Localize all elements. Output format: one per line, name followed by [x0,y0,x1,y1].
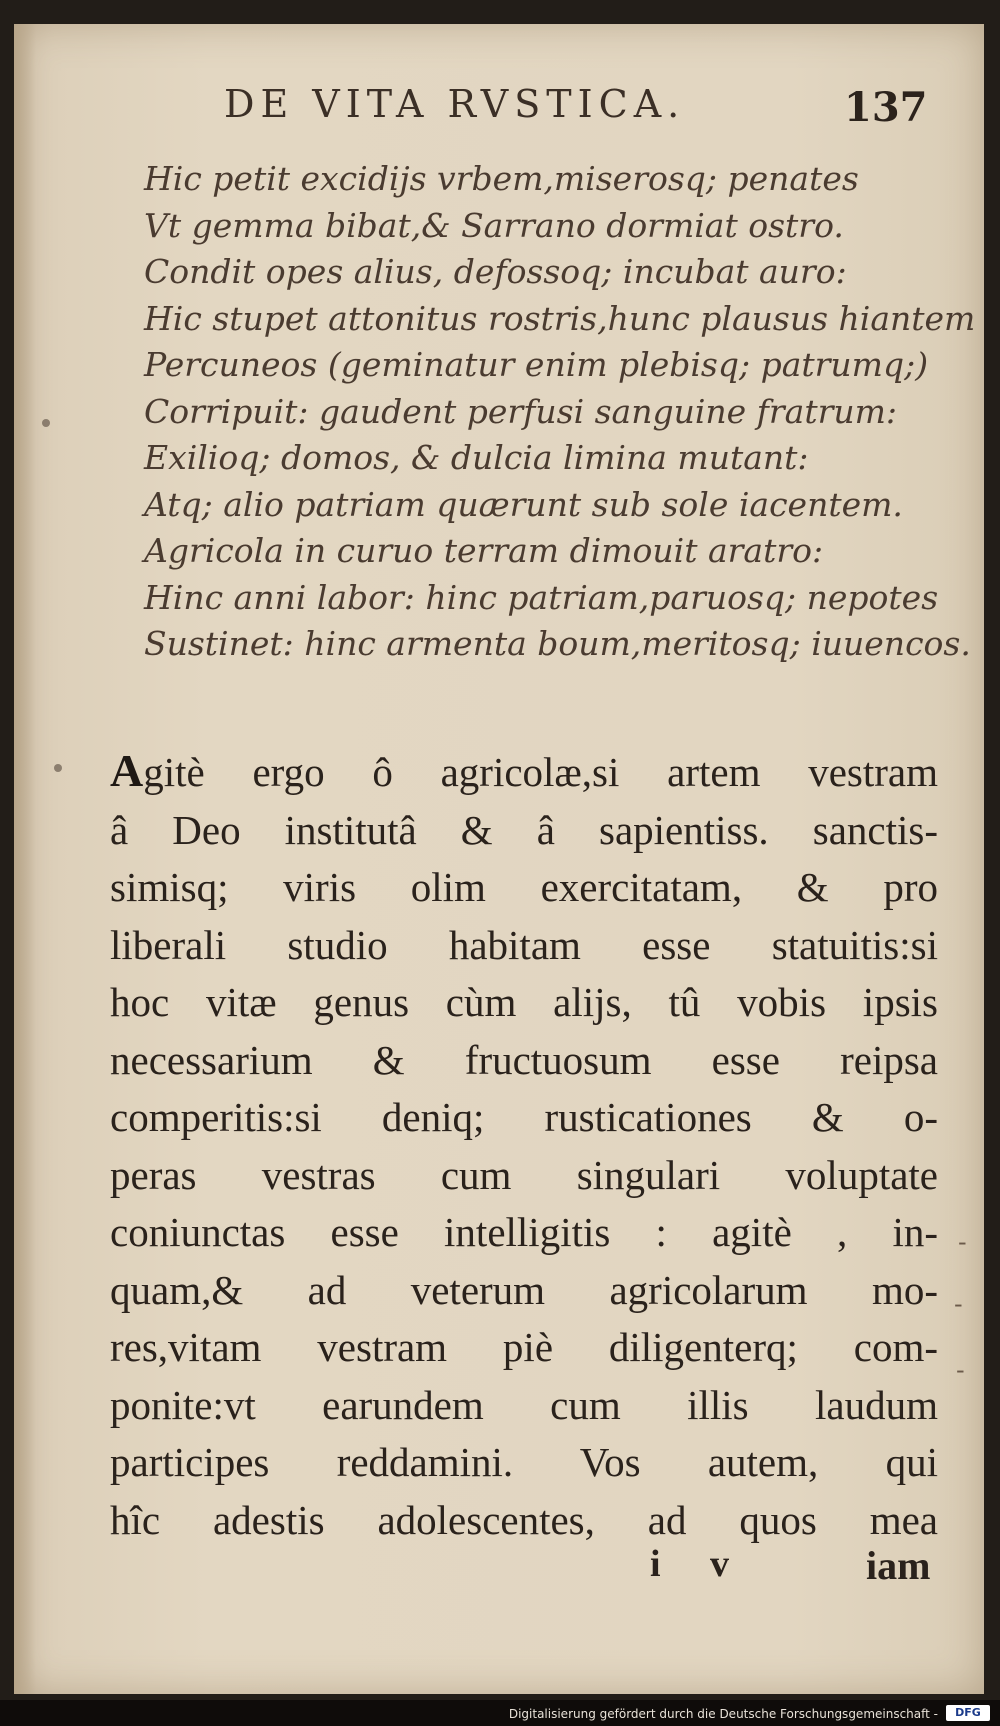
verse-line: Condit opes alius, defossoq; incubat auro: [144,252,847,291]
prose-line: â Deo institutâ & â sapientiss. sanctis- [110,806,938,853]
signature-line [14,1542,948,1602]
verse-line: Hinc anni labor: hinc patriam,paruosq; nepotes [144,577,939,617]
catchword: iam [866,1543,931,1588]
margin-mark: - [958,1228,967,1256]
signature-mark: i v [650,1543,730,1585]
verse-line: Hic petit excidijs vrbem,miserosq; penates [144,159,859,198]
prose-block [110,742,938,1549]
scan-speck [42,419,50,427]
dfg-logo-icon: DFG [946,1705,990,1721]
verse-line: Hic stupet attonitus rostris,hunc plausus hiantem [144,298,976,338]
funding-credit: Digitalisierung gefördert durch die Deutsche Forschungsgemeinschaft - [508,1707,938,1721]
margin-mark: - [954,1290,963,1318]
verse-line: Corripuit: gaudent perfusi sanguine fratrum: [144,391,898,431]
verse-line: Vt gemma bibat,& Sarrano dormiat ostro. [144,205,844,245]
verse-line: Agricola in curuo terram dimouit aratro: [144,531,824,570]
verse-line: Percuneos (geminatur enim plebisq; patrumq;) [144,345,929,384]
prose-line: liberali studio habitam esse statuitis:si [110,921,938,968]
prose-line: coniunctas esse intelligitis : agitè , in- [110,1209,938,1255]
prose-line: peras vestras cum singulari voluptate [110,1151,938,1198]
prose-line: res,vitam vestram piè diligenterq; com- [110,1324,938,1370]
initial-letter: A [110,745,144,796]
page-number: 137 [844,84,928,131]
prose-line [110,742,938,802]
prose-line: hoc vitæ genus cùm alijs, tû vobis ipsis [110,979,938,1025]
verse-line: Exilioq; domos, & dulcia limina mutant: [144,438,809,477]
verse-line: Sustinet: hinc armenta boum,meritosq; iuuencos. [144,624,971,663]
verse-line: Atq; alio patriam quærunt sub sole iacentem. [144,484,903,524]
prose-line: simisq; viris olim exercitatam, & pro [110,864,938,910]
scan-speck [54,764,62,772]
prose-line: participes reddamini. Vos autem, qui [110,1439,938,1485]
running-head: DE VITA RVSTICA. [224,82,686,126]
prose-line: necessarium & fructuosum esse reipsa [110,1036,938,1083]
footer-bar [0,1700,1000,1726]
book-page [14,24,984,1694]
prose-line: ponite:vt earundem cum illis laudum [110,1381,938,1428]
verse-block [144,156,976,668]
page-gutter-shadow [14,24,36,1694]
prose-line: comperitis:si deniq; rusticationes & o- [110,1094,938,1140]
prose-line: hîc adestis adolescentes, ad quos mea [110,1496,938,1543]
margin-mark: - [956,1356,965,1384]
prose-line-text: gitè ergo ô agricolæ,si artem vestram [143,749,938,795]
prose-line: quam,& ad veterum agricolarum mo- [110,1266,938,1313]
